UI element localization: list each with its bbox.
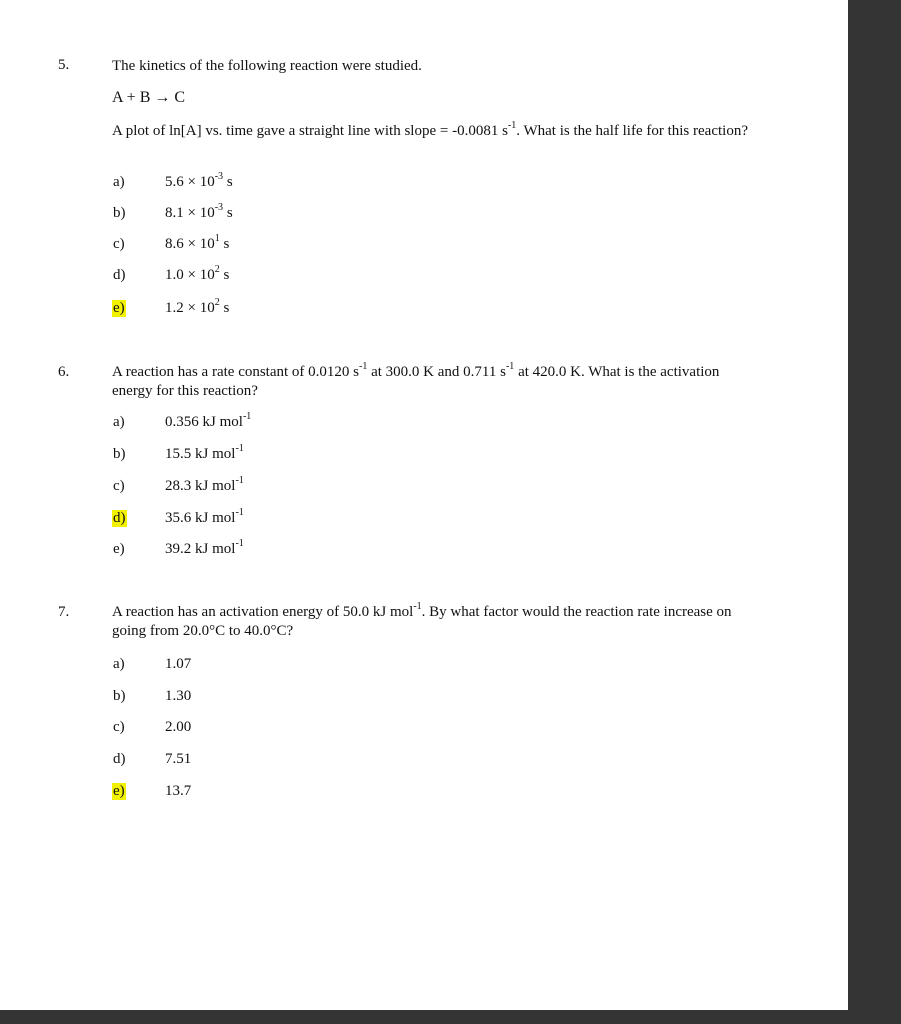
option-letter: b) [113,205,126,221]
option-text: 7.51 [165,751,192,767]
option-text: 13.7 [165,783,192,799]
option-text: 2.00 [165,719,192,735]
question-number: 7. [58,604,70,620]
option-letter: c) [113,236,125,252]
option-letter: c) [113,719,125,735]
question-stem [112,122,752,141]
option-text: $1.2 \times 10^2$ s [165,297,230,316]
option-letter: e) [113,541,125,557]
option-letter: a) [113,174,125,190]
option-text: 39.2 kJ mol$^{-1}$ [165,538,244,557]
question-number: 6. [58,364,70,380]
option-letter-highlighted: d) [113,510,126,526]
question-stem: A reaction has a rate constant of 0.0120 $s^{-1}$ at 300.0 K and 0.711 $s^{-1}$ at 420.0 K. What is the activation energy for this reaction? [112,361,720,399]
option-text: 35.6 kJ mol$^{-1}$ [165,507,244,526]
stem-superscript: -1 [507,120,517,131]
option-text: $5.6 \times 10^{-3}$ s [165,171,233,190]
question-stem: A reaction has an activation energy of 50.0 kJ mol$^{-1}$. By what factor would the reaction rate increase on going from 20.0°C to 40.0°C? [112,601,732,639]
option-letter: b) [113,446,126,462]
option-text: $1.0 \times 10^2$ s [165,264,230,283]
option-letter: a) [113,656,125,672]
question-stem-intro: The kinetics of the following reaction were studied. [112,58,422,74]
option-letter-highlighted: e) [113,783,125,799]
option-letter: d) [113,751,126,767]
reaction-equation: A + B → C [112,89,186,106]
option-text: 1.30 [165,688,192,704]
option-letter: d) [113,267,126,283]
option-letter-highlighted: e) [113,300,125,316]
option-text: 0.356 kJ mol$^{-1}$ [165,411,252,430]
stem-text: . What is the half life for this reaction? [516,123,748,139]
option-text: $8.1 \times 10^{-3}$ s [165,202,233,221]
option-letter: b) [113,688,126,704]
option-text: $8.6 \times 10^1$ s [165,233,230,252]
option-letter: c) [113,478,125,494]
stem-text: A plot of ln[A] vs. time gave a straight line with slope = -0.0081 s [112,123,508,139]
option-letter: a) [113,414,125,430]
option-text: 1.07 [165,656,192,672]
question-number: 5. [58,57,70,73]
option-text: 28.3 kJ mol$^{-1}$ [165,475,244,494]
option-text: 15.5 kJ mol$^{-1}$ [165,443,244,462]
